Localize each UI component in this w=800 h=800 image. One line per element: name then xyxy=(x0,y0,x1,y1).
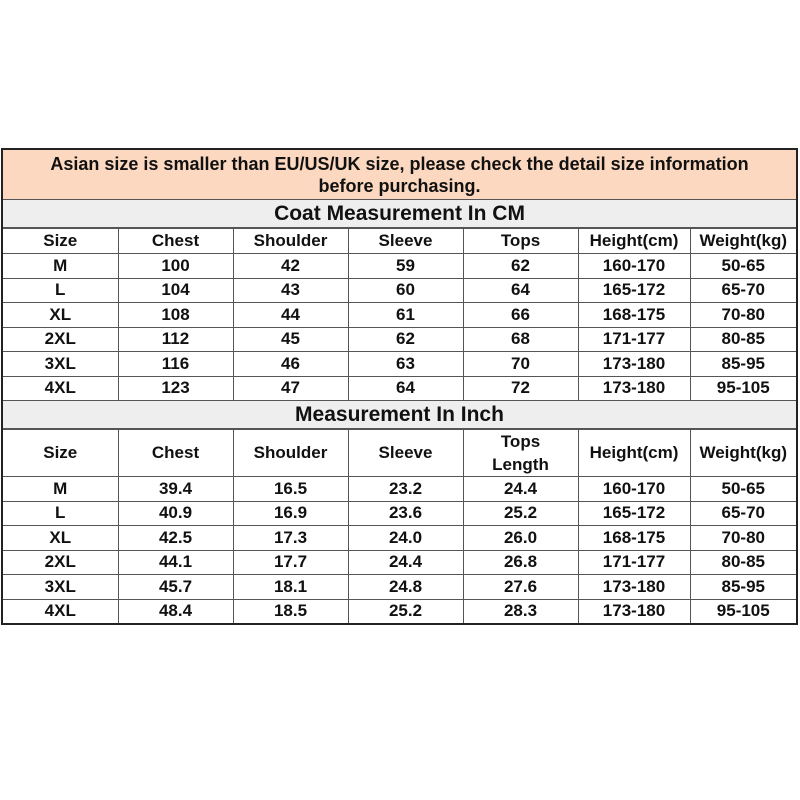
table-cell: 50-65 xyxy=(690,477,796,502)
table-cell: 44.1 xyxy=(118,550,233,575)
table-cell: 85-95 xyxy=(690,575,796,600)
column-header: Sleeve xyxy=(348,430,463,477)
table-cell: 64 xyxy=(348,376,463,400)
column-header: Chest xyxy=(118,430,233,477)
column-header: Weight(kg) xyxy=(690,430,796,477)
table-cell: 70 xyxy=(463,352,578,377)
table-cell: 23.2 xyxy=(348,477,463,502)
table-cell: 173-180 xyxy=(578,376,690,400)
table-cell: 18.5 xyxy=(233,599,348,623)
table-cell: 171-177 xyxy=(578,550,690,575)
table-cell: 62 xyxy=(463,254,578,279)
table-cell: XL xyxy=(3,303,118,328)
table-cell: 173-180 xyxy=(578,575,690,600)
table-row xyxy=(3,501,796,526)
cm-size-table xyxy=(3,228,796,400)
table-cell: 165-172 xyxy=(578,501,690,526)
cm-table-title: Coat Measurement In CM xyxy=(3,200,796,228)
table-row xyxy=(3,550,796,575)
table-cell: 66 xyxy=(463,303,578,328)
column-header xyxy=(463,430,578,477)
column-header: Size xyxy=(3,229,118,254)
table-cell: 44 xyxy=(233,303,348,328)
column-header: Tops xyxy=(463,229,578,254)
table-cell: 65-70 xyxy=(690,501,796,526)
table-row xyxy=(3,599,796,623)
table-row xyxy=(3,526,796,551)
table-cell: 63 xyxy=(348,352,463,377)
table-cell: 165-172 xyxy=(578,278,690,303)
table-cell: 171-177 xyxy=(578,327,690,352)
table-cell: 95-105 xyxy=(690,376,796,400)
table-cell: 43 xyxy=(233,278,348,303)
table-cell: 48.4 xyxy=(118,599,233,623)
column-header: Size xyxy=(3,430,118,477)
column-header: Shoulder xyxy=(233,229,348,254)
table-cell: 47 xyxy=(233,376,348,400)
table-cell: 24.0 xyxy=(348,526,463,551)
table-cell: 3XL xyxy=(3,575,118,600)
header-row xyxy=(3,430,796,477)
table-cell: 2XL xyxy=(3,550,118,575)
table-cell: 26.8 xyxy=(463,550,578,575)
table-row xyxy=(3,477,796,502)
table-row xyxy=(3,575,796,600)
table-cell: 40.9 xyxy=(118,501,233,526)
table-cell: 95-105 xyxy=(690,599,796,623)
table-cell: 168-175 xyxy=(578,303,690,328)
table-cell: 108 xyxy=(118,303,233,328)
size-notice xyxy=(3,150,796,200)
table-cell: 42 xyxy=(233,254,348,279)
size-chart xyxy=(1,148,798,625)
table-cell: 2XL xyxy=(3,327,118,352)
table-cell: M xyxy=(3,477,118,502)
column-header: Height(cm) xyxy=(578,430,690,477)
table-cell: 70-80 xyxy=(690,303,796,328)
table-cell: 46 xyxy=(233,352,348,377)
column-header: Height(cm) xyxy=(578,229,690,254)
table-cell: 17.7 xyxy=(233,550,348,575)
header-row xyxy=(3,229,796,254)
table-cell: 27.6 xyxy=(463,575,578,600)
table-cell: 18.1 xyxy=(233,575,348,600)
table-cell: 64 xyxy=(463,278,578,303)
table-cell: 45 xyxy=(233,327,348,352)
table-cell: 23.6 xyxy=(348,501,463,526)
table-cell: M xyxy=(3,254,118,279)
table-cell: L xyxy=(3,501,118,526)
table-cell: 70-80 xyxy=(690,526,796,551)
column-header: Weight(kg) xyxy=(690,229,796,254)
table-cell: 168-175 xyxy=(578,526,690,551)
table-cell: 16.9 xyxy=(233,501,348,526)
table-cell: 61 xyxy=(348,303,463,328)
inch-table-title: Measurement In Inch xyxy=(3,400,796,429)
column-header-line: Tops xyxy=(500,432,541,451)
table-row xyxy=(3,376,796,400)
table-cell: 24.4 xyxy=(348,550,463,575)
table-row xyxy=(3,327,796,352)
column-header: Shoulder xyxy=(233,430,348,477)
table-cell: 173-180 xyxy=(578,352,690,377)
table-cell: 4XL xyxy=(3,599,118,623)
table-cell: 72 xyxy=(463,376,578,400)
table-cell: 26.0 xyxy=(463,526,578,551)
table-cell: 104 xyxy=(118,278,233,303)
table-cell: 50-65 xyxy=(690,254,796,279)
table-cell: 123 xyxy=(118,376,233,400)
table-cell: L xyxy=(3,278,118,303)
table-cell: 65-70 xyxy=(690,278,796,303)
table-cell: 59 xyxy=(348,254,463,279)
table-cell: 25.2 xyxy=(463,501,578,526)
table-row xyxy=(3,352,796,377)
notice-line-1: Asian size is smaller than EU/US/UK size, please check the detail size information xyxy=(50,154,749,174)
inch-size-table xyxy=(3,429,796,623)
table-cell: 24.8 xyxy=(348,575,463,600)
table-row xyxy=(3,303,796,328)
table-cell: 68 xyxy=(463,327,578,352)
table-row xyxy=(3,254,796,279)
table-cell: 60 xyxy=(348,278,463,303)
column-header-line: Length xyxy=(492,455,549,474)
table-cell: 24.4 xyxy=(463,477,578,502)
table-cell: 3XL xyxy=(3,352,118,377)
table-cell: 25.2 xyxy=(348,599,463,623)
table-cell: 16.5 xyxy=(233,477,348,502)
column-header: Sleeve xyxy=(348,229,463,254)
table-cell: 112 xyxy=(118,327,233,352)
table-cell: 173-180 xyxy=(578,599,690,623)
table-cell: 28.3 xyxy=(463,599,578,623)
table-row xyxy=(3,278,796,303)
table-cell: 42.5 xyxy=(118,526,233,551)
notice-line-2: before purchasing. xyxy=(318,176,481,196)
table-cell: 45.7 xyxy=(118,575,233,600)
table-cell: 116 xyxy=(118,352,233,377)
table-cell: 85-95 xyxy=(690,352,796,377)
table-cell: 62 xyxy=(348,327,463,352)
column-header: Chest xyxy=(118,229,233,254)
table-cell: 39.4 xyxy=(118,477,233,502)
table-cell: 80-85 xyxy=(690,327,796,352)
table-cell: 160-170 xyxy=(578,477,690,502)
table-cell: XL xyxy=(3,526,118,551)
table-cell: 17.3 xyxy=(233,526,348,551)
table-cell: 160-170 xyxy=(578,254,690,279)
table-cell: 100 xyxy=(118,254,233,279)
table-cell: 4XL xyxy=(3,376,118,400)
table-cell: 80-85 xyxy=(690,550,796,575)
